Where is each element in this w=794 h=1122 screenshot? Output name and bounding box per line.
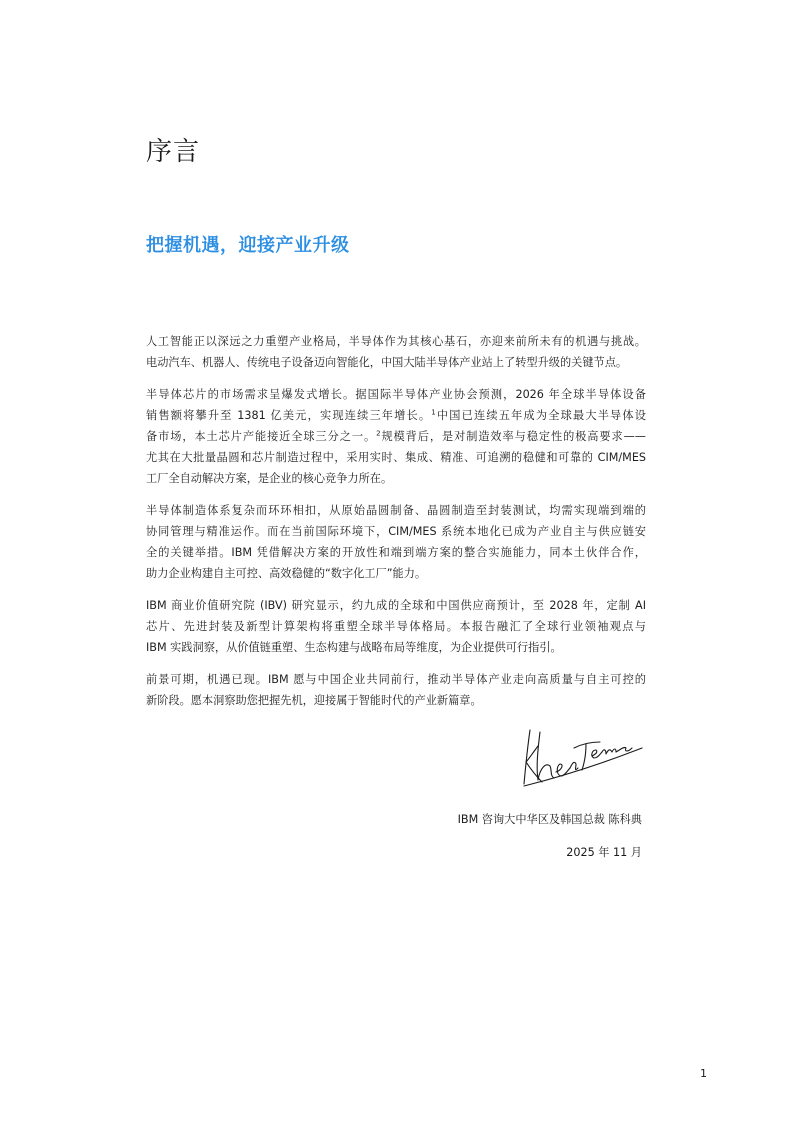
paragraph-line: 电动汽车、机器人、传统电子设备迈向智能化，中国大陆半导体产业站上了转型升级的关键节点。 xyxy=(146,356,628,369)
paragraph-line: 全的关键举措。IBM 凭借解决方案的开放性和端到端方案的整合实施能力，同本土伙伴合作， xyxy=(146,546,646,559)
paragraph-line: 半导体芯片的市场需求呈爆发式增长。据国际半导体产业协会预测，2026 年全球半导体设备 xyxy=(146,388,646,401)
paragraph-line: IBM 实践洞察，从价值链重塑、生态构建与战略布局等维度，为企业提供可行指引。 xyxy=(146,641,562,654)
paragraph-line: 半导体制造体系复杂而环环相扣，从原始晶圆制备、晶圆制造至封装测试，均需实现端到端的 xyxy=(146,504,646,517)
page-title: 序言 xyxy=(146,137,201,167)
date: 2025 年 11 月 xyxy=(566,846,642,859)
paragraph-text: 中国已连续五年成为全球最大半导体设 xyxy=(435,409,646,422)
paragraph-3 xyxy=(146,500,646,584)
paragraph-line: 尤其在大批量晶圆和芯片制造过程中，采用实时、集成、精准、可追溯的稳健和可靠的 CIM/MES xyxy=(146,451,646,464)
paragraph-line: 前景可期，机遇已现。IBM 愿与中国企业共同前行，推动半导体产业走向高质量与自主可控的 xyxy=(146,673,646,686)
paragraph-line: 工厂全自动解决方案，是企业的核心竞争力所在。 xyxy=(146,472,393,485)
paragraph-line: 协同管理与精准运作。而在当前国际环境下，CIM/MES 系统本地化已成为产业自主与供应链安 xyxy=(146,525,646,538)
paragraph-1 xyxy=(146,331,646,373)
paragraph-text: 规模背后，是对制造效率与稳定性的极高要求—— xyxy=(380,430,646,443)
paragraph-line: 芯片、先进封装及新型计算架构将重塑全球半导体格局。本报告融汇了全球行业领袖观点与 xyxy=(146,620,646,633)
paragraph-line: 人工智能正以深远之力重塑产业格局，半导体作为其核心基石，亦迎来前所未有的机遇与挑战。 xyxy=(146,335,646,348)
paragraph-text: 备市场，本土芯片产能接近全球三分之一。 xyxy=(146,430,377,443)
signer-name: IBM 咨询大中华区及韩国总裁 陈科典 xyxy=(457,813,642,826)
paragraph-text: 销售额将攀升至 1381 亿美元，实现连续三年增长。 xyxy=(146,409,432,422)
page-subtitle: 把握机遇，迎接产业升级 xyxy=(146,235,350,256)
paragraph-2 xyxy=(146,384,646,489)
footnote-ref: 1 xyxy=(431,408,436,417)
paragraph-5 xyxy=(146,669,646,711)
paragraph-line xyxy=(146,405,646,426)
paragraph-4 xyxy=(146,595,646,658)
paragraph-line: IBM 商业价值研究院 (IBV) 研究显示，约九成的全球和中国供应商预计，至 2028 年，定制 AI xyxy=(146,599,646,612)
paragraph-line xyxy=(146,426,646,447)
page-number: 1 xyxy=(700,1067,707,1080)
paragraph-line: 新阶段。愿本洞察助您把握先机，迎接属于智能时代的产业新篇章。 xyxy=(146,694,482,707)
handwritten-signature xyxy=(516,724,646,796)
footnote-ref: 2 xyxy=(376,429,381,438)
paragraph-line: 助力企业构建自主可控、高效稳健的“数字化工厂”能力。 xyxy=(146,567,427,580)
body-text xyxy=(146,331,646,722)
